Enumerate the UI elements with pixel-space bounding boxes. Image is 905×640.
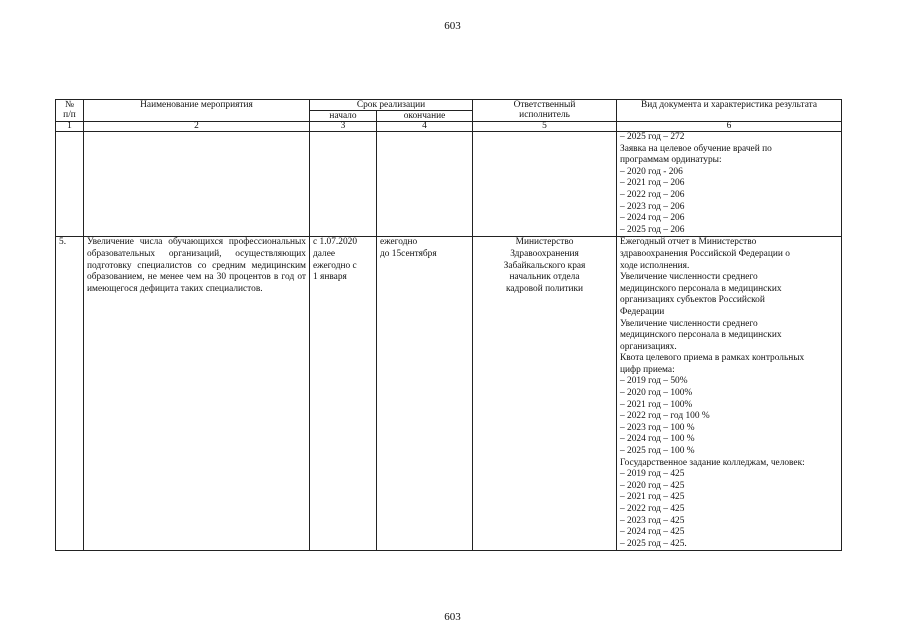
cell-line: Федерации [620,306,665,317]
cell-name [84,132,310,237]
cell-line: – 2021 год – 425 [620,492,685,503]
cell-line: медицинского персонала в медицинских [620,283,782,294]
column-numbers-row [56,122,842,132]
cell-line: – 2025 год – 272 [620,132,685,142]
cell-line: программам ординатуры: [620,155,722,166]
cell-num: 5. [56,237,84,551]
cell-line: медицинского персонала в медицинских [620,330,782,341]
table-row-continuation [56,132,842,237]
cell-line: – 2024 год – 206 [620,213,685,224]
cell-line: ежегодно [380,237,418,248]
header-name: Наименование мероприятия [84,100,310,122]
cell-name: Увеличение числа обучающихся профессиональных образовательных организаций, осуществляющих подготовку специалистов со средним медицинским образованием, не менее чем на 30 процентов в год от имеющегося дефицита таких специалистов. [84,237,310,551]
header-num-line2: п/п [63,110,76,120]
cell-line: – 2023 год – 206 [620,201,685,212]
cell-line: Государственное задание колледжам, человек: [620,457,805,468]
cell-executor [473,237,617,551]
cell-line: цифр приема: [620,364,675,375]
cell-end [377,237,473,551]
cell-line: ходе исполнения. [620,260,690,271]
cell-line: Увеличение численности среднего [620,272,758,283]
cell-line: организациях субъектов Российской [620,295,765,306]
cell-line: организациях. [620,341,677,352]
cell-line: – 2025 год – 206 [620,224,685,235]
cell-line: Заявка на целевое обучение врачей по [620,143,772,154]
page-number-top: 603 [444,20,461,32]
col-number: 4 [377,122,473,132]
cell-start [310,237,377,551]
col-number: 1 [56,122,84,132]
cell-line: – 2022 год – год 100 % [620,411,710,422]
cell-line: Квота целевого приема в рамках контрольных [620,353,805,364]
col-number: 2 [84,122,310,132]
cell-line: Забайкальского края [503,260,586,271]
cell-line: здравоохранения Российской Федерации о [620,248,790,259]
cell-line: начальник отдела [509,272,580,283]
header-row-1 [56,100,842,111]
cell-result [617,237,842,551]
header-term: Срок реализации [310,100,473,111]
cell-line: Министерство [515,237,574,248]
cell-line: Увеличение численности среднего [620,318,758,329]
col-number: 3 [310,122,377,132]
cell-line: – 2020 год – 100% [620,388,693,399]
header-executor-line1: Ответственный [513,100,576,110]
cell-line: далее [313,248,336,259]
cell-line: Ежегодный отчет в Министерство [620,237,757,248]
page-number-bottom: 603 [444,611,461,623]
cell-executor [473,132,617,237]
header-executor [473,100,617,122]
cell-line: Здравоохранения [510,248,579,259]
cell-line: – 2023 год – 425 [620,515,685,526]
header-term-start: начало [310,111,377,122]
header-term-end: окончание [377,111,473,122]
cell-line: ежегодно с [313,260,357,271]
cell-line: – 2019 год – 50% [620,376,688,387]
cell-line: 1 января [313,272,347,283]
cell-start [310,132,377,237]
header-num [56,100,84,122]
cell-line: – 2022 год – 425 [620,504,685,514]
col-number: 6 [617,122,842,132]
cell-line: – 2025 год – 425. [620,538,687,549]
cell-line: кадровой политики [505,283,584,294]
cell-line: – 2020 год – 425 [620,480,685,491]
cell-line: – 2023 год – 100 % [620,422,695,433]
cell-line: до 15сентября [380,248,437,259]
activities-table [55,99,842,551]
cell-line: – 2019 год – 425 [620,469,685,480]
table-row-5 [56,237,842,551]
cell-line: – 2020 год - 206 [620,166,683,177]
cell-line: – 2024 год – 425 [620,527,685,538]
cell-num [56,132,84,237]
cell-line: – 2024 год – 100 % [620,434,695,445]
cell-line: – 2022 год – 206 [620,189,685,200]
col-number: 5 [473,122,617,132]
header-executor-line2: исполнитель [519,110,570,120]
cell-line: с 1.07.2020 [313,237,358,248]
cell-end [377,132,473,237]
header-result: Вид документа и характеристика результата [617,100,842,122]
cell-result [617,132,842,237]
cell-line: – 2021 год – 206 [620,178,685,189]
header-num-line1: № [65,100,74,110]
cell-line: – 2025 год – 100 % [620,446,695,457]
cell-line: – 2021 год – 100% [620,399,693,410]
